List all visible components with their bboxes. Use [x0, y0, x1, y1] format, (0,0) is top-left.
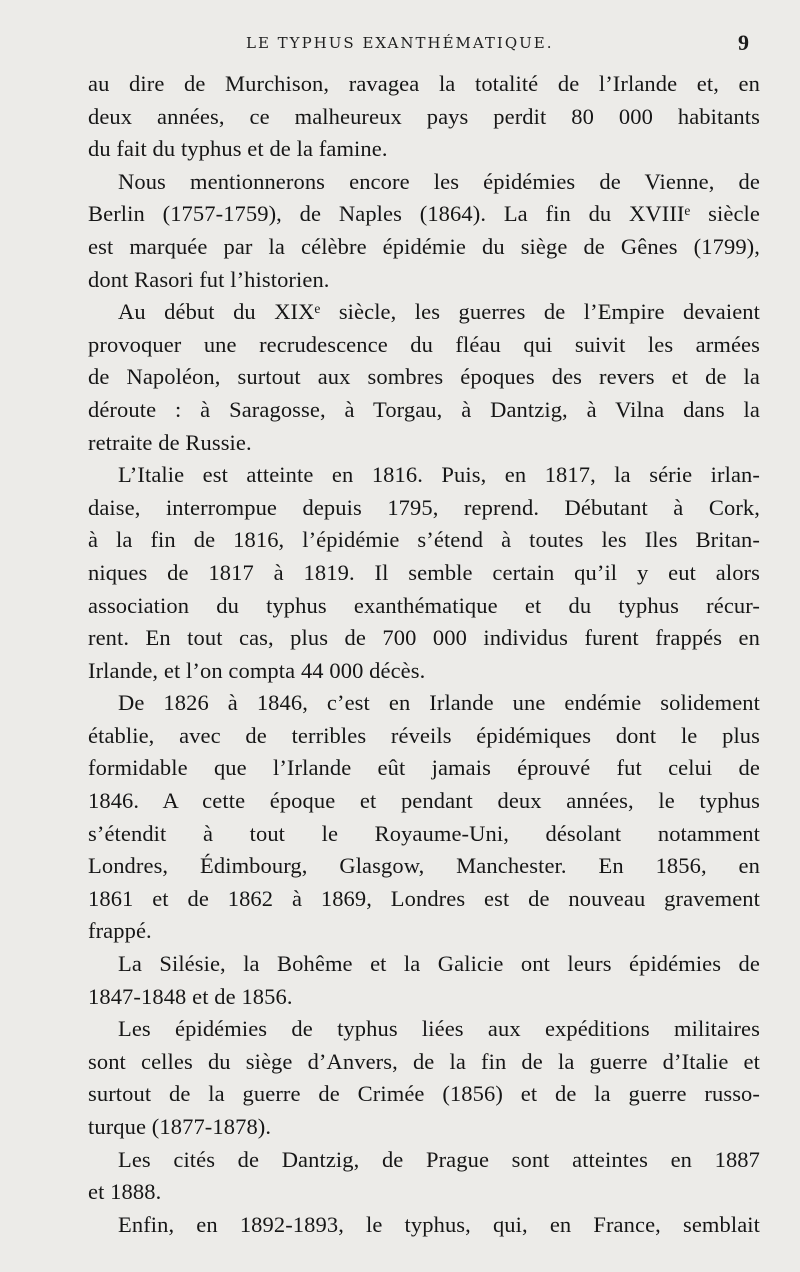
text-line: 1861 et de 1862 à 1869, Londres est de nouveau gravement	[88, 885, 760, 911]
text-line: rent. En tout cas, plus de 700 000 individus furent frappés en	[88, 625, 760, 651]
text-line: à la fin de 1816, l’épidémie s’étend à toutes les Iles Britan-	[88, 527, 760, 553]
text-line: est marquée par la célèbre épidémie du siège de Gênes (1799),	[88, 233, 760, 259]
text-line: surtout de la guerre de Crimée (1856) et de la guerre russo-	[88, 1081, 760, 1107]
text-line: frappé.	[88, 918, 152, 944]
text-line: formidable que l’Irlande eût jamais éprouvé fut celui de	[88, 755, 760, 781]
text-line: et 1888.	[88, 1179, 162, 1205]
text-line: Irlande, et l’on compta 44 000 décès.	[88, 657, 426, 683]
text-line: de Napoléon, surtout aux sombres époques des revers et de la	[88, 364, 760, 390]
text-line: Au début du XIXᵉ siècle, les guerres de l’Empire devaient	[118, 299, 760, 325]
text-line: turque (1877-1878).	[88, 1114, 272, 1139]
text-line: niques de 1817 à 1819. Il semble certain qu’il y eut alors	[88, 559, 760, 585]
text-line: 1847-1848 et de 1856.	[88, 983, 293, 1009]
text-line: association du typhus exanthématique et du typhus récur-	[88, 592, 760, 618]
text-line: établie, avec de terribles réveils épidémiques dont le plus	[88, 722, 760, 748]
text-line: daise, interrompue depuis 1795, reprend. Débutant à Cork,	[88, 494, 760, 520]
running-head	[0, 30, 800, 58]
text-line: De 1826 à 1846, c’est en Irlande une endémie solidement	[118, 690, 760, 716]
page-number: 9	[738, 30, 749, 55]
text-line: La Silésie, la Bohême et la Galicie ont leurs épidémies de	[118, 951, 760, 977]
text-line: Londres, Édimbourg, Glasgow, Manchester. En 1856, en	[88, 853, 760, 879]
text-line: sont celles du siège d’Anvers, de la fin de la guerre d’Italie et	[88, 1048, 760, 1074]
text-line: dont Rasori fut l’historien.	[88, 266, 330, 292]
text-line: retraite de Russie.	[88, 429, 252, 455]
text-line: Les cités de Dantzig, de Prague sont atteintes en 1887	[118, 1146, 760, 1172]
text-line: Les épidémies de typhus liées aux expéditions militaires	[118, 1016, 760, 1042]
text-line: au dire de Murchison, ravagea la totalité de l’Irlande et, en	[88, 71, 760, 96]
text-line: 1846. A cette époque et pendant deux années, le typhus	[88, 788, 760, 814]
text-line: Nous mentionnerons encore les épidémies de Vienne, de	[118, 168, 760, 194]
text-line: déroute : à Saragosse, à Torgau, à Dantzig, à Vilna dans la	[88, 396, 760, 422]
text-line: s’étendit à tout le Royaume-Uni, désolant notamment	[88, 820, 760, 846]
text-line: L’Italie est atteinte en 1816. Puis, en 1817, la série irlan-	[118, 462, 760, 488]
text-line: du fait du typhus et de la famine.	[88, 136, 388, 162]
running-title: LE TYPHUS EXANTHÉMATIQUE.	[246, 34, 554, 52]
body-text	[88, 68, 760, 1241]
text-line: deux années, ce malheureux pays perdit 80 000 habitants	[88, 103, 760, 129]
text-line: provoquer une recrudescence du fléau qui suivit les armées	[88, 331, 760, 357]
text-line: Berlin (1757-1759), de Naples (1864). La fin du XVIIIᵉ siècle	[88, 201, 760, 227]
text-line: Enfin, en 1892-1893, le typhus, qui, en France, semblait	[118, 1211, 760, 1237]
